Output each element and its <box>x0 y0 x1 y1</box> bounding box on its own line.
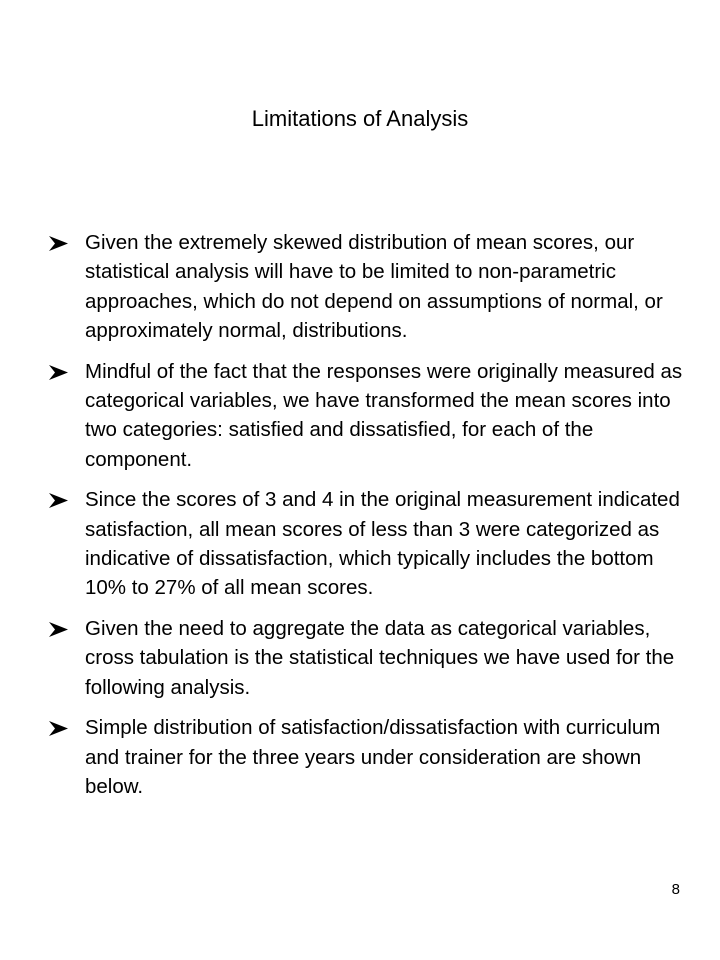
arrowhead-bullet-icon <box>49 622 68 637</box>
bullet-item <box>48 713 688 801</box>
page-number: 8 <box>671 881 680 898</box>
bullet-item <box>48 357 688 474</box>
bullet-text: Given the extremely skewed distribution of mean scores, our statistical analysis will have to be limited to non-parametric approaches, which do not depend on assumptions of normal, or approximately normal, distributions. <box>85 231 663 342</box>
bullet-text: Simple distribution of satisfaction/dissatisfaction with curriculum and trainer for the three years under consideration are shown below. <box>85 716 661 799</box>
slide-title: Limitations of Analysis <box>251 106 469 131</box>
arrowhead-bullet-icon <box>49 365 68 380</box>
bullet-item <box>48 485 688 602</box>
bullet-text: Since the scores of 3 and 4 in the original measurement indicated satisfaction, all mean scores of less than 3 were categorized as indicative of dissatisfaction, which typically includes the bottom 10% to 27% of all mean scores. <box>85 488 680 600</box>
bullet-text: Mindful of the fact that the responses were originally measured as categorical variables, we have transformed the mean scores into two categories: satisfied and dissatisfied, for each of the component. <box>85 359 683 471</box>
bullet-item <box>48 228 688 345</box>
bullet-list <box>48 228 688 813</box>
arrowhead-bullet-icon <box>49 721 68 736</box>
arrowhead-bullet-icon <box>49 493 68 508</box>
bullet-item <box>48 614 688 702</box>
arrowhead-bullet-icon <box>49 236 68 251</box>
bullet-text: Given the need to aggregate the data as categorical variables, cross tabulation is the statistical techniques we have used for the following analysis. <box>85 617 675 699</box>
